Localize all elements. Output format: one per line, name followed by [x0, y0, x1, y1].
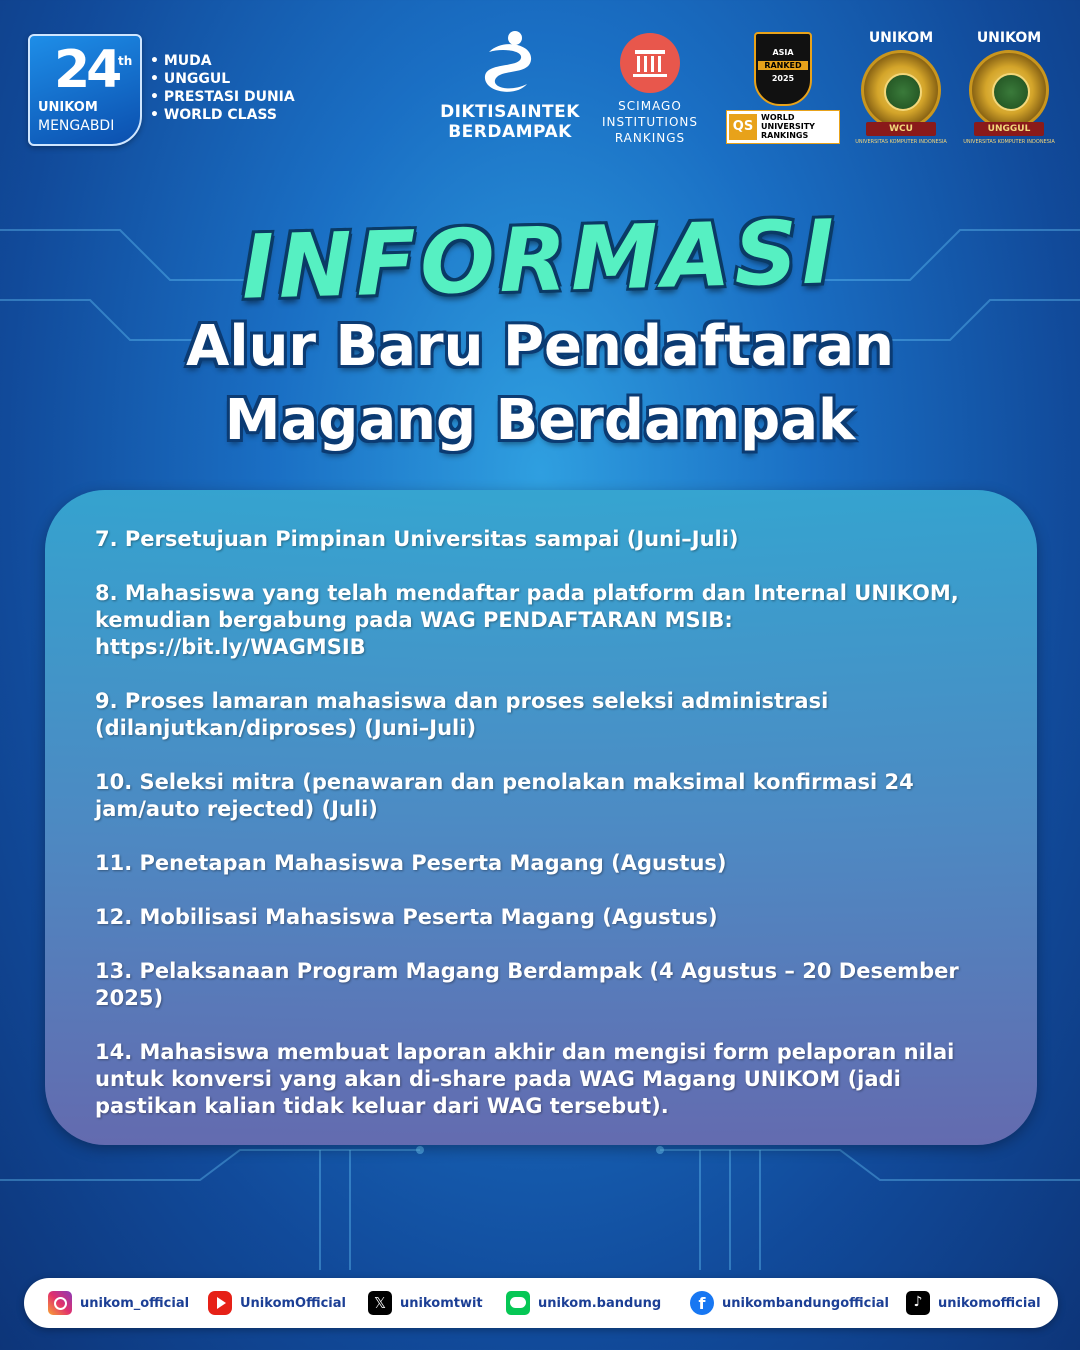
scimago-line-2: INSTITUTIONS	[601, 115, 699, 129]
qs-shield-line: ASIA	[772, 48, 794, 57]
qs-shield-line: 2025	[771, 74, 795, 83]
social-line[interactable]	[506, 1291, 661, 1315]
tagline-item: • WORLD CLASS	[150, 106, 295, 124]
scimago-line-3: RANKINGS	[614, 131, 686, 145]
badge-suffix: th	[118, 54, 133, 68]
qs-word: UNIVERSITY	[761, 122, 815, 131]
seal-ribbon: WCU	[866, 122, 936, 136]
diktisaintek-logo	[440, 28, 580, 142]
line-icon	[506, 1291, 530, 1315]
headline-informasi: INFORMASI	[240, 200, 840, 319]
social-label: unikomofficial	[938, 1295, 1041, 1311]
seal-sub: UNIVERSITAS KOMPUTER INDONESIA	[963, 139, 1055, 145]
qs-asia-shield	[754, 32, 812, 106]
info-panel	[45, 490, 1037, 1145]
step-item: 10. Seleksi mitra (penawaran dan penolakan maksimal konfirmasi 24 jam/auto rejected) (Juli)	[95, 770, 914, 821]
social-label: unikomtwit	[400, 1295, 483, 1311]
qs-rankings-logo	[726, 32, 838, 144]
badge-word: MENGABDI	[38, 118, 115, 134]
dikti-line-1: DIKTISAINTEK	[440, 102, 580, 122]
social-label: UnikomOfficial	[240, 1295, 346, 1311]
instagram-icon	[48, 1291, 72, 1315]
unikom-wcu-seal	[855, 30, 947, 145]
seal-sub: UNIVERSITAS KOMPUTER INDONESIA	[855, 139, 947, 145]
social-youtube[interactable]	[208, 1291, 346, 1315]
dikti-emblem-icon	[475, 28, 545, 98]
social-facebook[interactable]	[690, 1291, 889, 1315]
youtube-icon	[208, 1291, 232, 1315]
step-item: 9. Proses lamaran mahasiswa dan proses seleksi administrasi (dilanjutkan/diproses) (Juni–Juli)	[95, 689, 829, 740]
step-item: 13. Pelaksanaan Program Magang Berdampak (4 Agustus – 20 Desember 2025)	[95, 959, 959, 1010]
steps-list	[95, 526, 1005, 1147]
tiktok-icon: ♪	[906, 1291, 930, 1315]
social-label: unikom_official	[80, 1295, 190, 1311]
scimago-emblem-icon	[619, 32, 681, 94]
scimago-logo	[598, 32, 702, 146]
scimago-line-1: SCIMAGO	[618, 99, 682, 113]
seal-medal-icon	[969, 50, 1049, 130]
badge-brand: UNIKOM	[38, 100, 98, 115]
step-item: 11. Penetapan Mahasiswa Peserta Magang (Agustus)	[95, 851, 727, 875]
tagline-item: • UNGGUL	[150, 70, 295, 88]
qs-word: WORLD	[761, 113, 795, 122]
dikti-line-2: BERDAMPAK	[448, 122, 572, 142]
unikom-24th-badge	[28, 34, 142, 146]
social-instagram[interactable]	[48, 1291, 189, 1315]
qs-world-bar	[726, 110, 840, 144]
qs-words	[761, 113, 815, 140]
seal-ribbon: UNGGUL	[974, 122, 1044, 136]
subtitle-line-1: Alur Baru Pendaftaran	[186, 314, 894, 379]
tagline-item: • PRESTASI DUNIA	[150, 88, 295, 106]
qs-shield-line: RANKED	[758, 61, 808, 70]
qs-mark: QS	[729, 114, 757, 140]
qs-word: RANKINGS	[761, 131, 809, 140]
step-item: 14. Mahasiswa membuat laporan akhir dan mengisi form pelaporan nilai untuk konversi yang akan di-share pada WAG Magang UNIKOM (jadi pastikan kalian tidak keluar dari WAG tersebut).	[95, 1040, 955, 1118]
unikom-unggul-seal	[963, 30, 1055, 145]
x-icon: 𝕏	[368, 1291, 392, 1315]
tagline-item: • MUDA	[150, 52, 295, 70]
social-x[interactable]	[368, 1291, 483, 1315]
step-item: 12. Mobilisasi Mahasiswa Peserta Magang (Agustus)	[95, 905, 718, 929]
tagline-list	[150, 52, 295, 124]
social-bar	[24, 1278, 1058, 1328]
facebook-icon: f	[690, 1291, 714, 1315]
seal-top-label: UNIKOM	[976, 30, 1042, 46]
seal-top-label: UNIKOM	[868, 30, 934, 46]
seal-medal-icon	[861, 50, 941, 130]
social-label: unikom.bandung	[538, 1295, 662, 1311]
step-item: 7. Persetujuan Pimpinan Universitas sampai (Juni–Juli)	[95, 527, 739, 551]
subtitle-line-2: Magang Berdampak	[224, 388, 856, 453]
social-tiktok[interactable]	[906, 1291, 1041, 1315]
badge-number: 24	[54, 40, 119, 100]
social-label: unikombandungofficial	[722, 1295, 890, 1311]
step-item: 8. Mahasiswa yang telah mendaftar pada platform dan Internal UNIKOM, kemudian bergabung pada WAG PENDAFTARAN MSIB: https://bit.ly/WAGMSIB	[95, 581, 959, 659]
